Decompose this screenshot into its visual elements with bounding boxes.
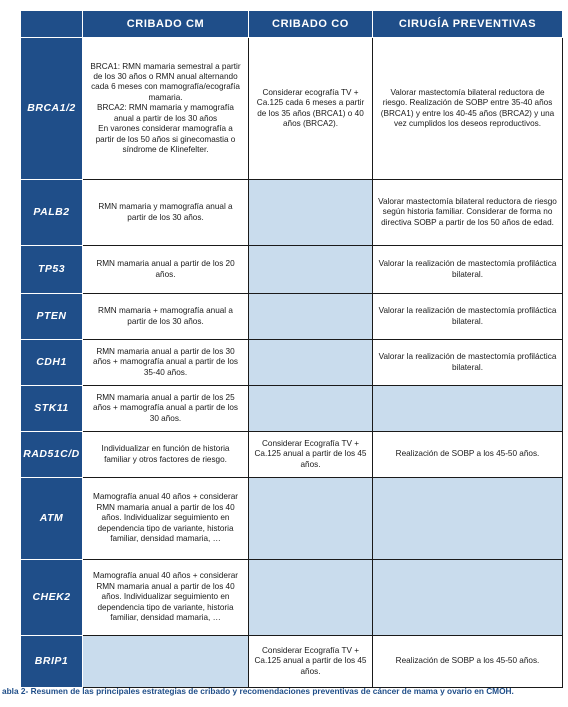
cribado-co-cell bbox=[249, 386, 373, 432]
gene-cell: CHEK2 bbox=[21, 560, 83, 636]
cirugia-cell: Valorar la realización de mastectomía profiláctica bilateral. bbox=[373, 340, 563, 386]
cribado-co-cell: Considerar Ecografía TV + Ca.125 anual a partir de los 45 años. bbox=[249, 432, 373, 478]
cribado-co-cell: Considerar Ecografía TV + Ca.125 anual a partir de los 45 años. bbox=[249, 636, 373, 688]
header-cribado-co: CRIBADO CO bbox=[249, 11, 373, 38]
cribado-co-cell bbox=[249, 340, 373, 386]
cribado-cm-cell: RMN mamaria anual a partir de los 25 años + mamografía anual a partir de los 30 años. bbox=[83, 386, 249, 432]
cirugia-cell: Valorar mastectomía bilateral reductora de riesgo. Realización de SOBP entre 35-40 años (BRCA1) y entre los 40-45 años (BRCA2) y una vez cumplidos los deseos reproductivos. bbox=[373, 38, 563, 180]
table-row bbox=[21, 294, 563, 340]
cirugia-cell: Valorar mastectomía bilateral reductora de riesgo según historia familiar. Considerar de forma no directiva SOBP a partir de los 50 años de edad. bbox=[373, 180, 563, 246]
header-corner bbox=[21, 11, 83, 38]
table-caption: abla 2- Resumen de las principales estrategias de cribado y recomendaciones preventivas de cáncer de mama y ovario en CMOH. bbox=[2, 686, 514, 696]
gene-cell: PTEN bbox=[21, 294, 83, 340]
cirugia-cell bbox=[373, 560, 563, 636]
screening-table-container bbox=[20, 10, 562, 688]
gene-cell: TP53 bbox=[21, 246, 83, 294]
cribado-cm-cell: Mamografía anual 40 años + considerar RMN mamaria anual a partir de los 40 años. Individualizar seguimiento en dependencia tipo de variante, historia familiar, densidad mamaria, … bbox=[83, 478, 249, 560]
header-row bbox=[21, 11, 563, 38]
table-row bbox=[21, 386, 563, 432]
cirugia-cell: Realización de SOBP a los 45-50 años. bbox=[373, 432, 563, 478]
header-cribado-cm: CRIBADO CM bbox=[83, 11, 249, 38]
cribado-co-cell bbox=[249, 560, 373, 636]
gene-cell: RAD51C/D bbox=[21, 432, 83, 478]
cribado-cm-cell: Individualizar en función de historia familiar y otros factores de riesgo. bbox=[83, 432, 249, 478]
table-row bbox=[21, 478, 563, 560]
cribado-cm-cell: RMN mamaria y mamografía anual a partir de los 30 años. bbox=[83, 180, 249, 246]
table-row bbox=[21, 38, 563, 180]
gene-cell: BRIP1 bbox=[21, 636, 83, 688]
cribado-co-cell bbox=[249, 478, 373, 560]
cribado-co-cell: Considerar ecografía TV + Ca.125 cada 6 meses a partir de los 35 años (BRCA1) o 40 años (BRCA2). bbox=[249, 38, 373, 180]
table-row bbox=[21, 180, 563, 246]
cribado-cm-cell: BRCA1: RMN mamaria semestral a partir de los 30 años o RMN anual alternando cada 6 meses con mamografía/ecografía mamaria. BRCA2: RMN mamaria y mamografía anual a partir de los 30 años En varones considerar mamografía a partir de los 50 años si ginecomastia o síndrome de Klinefelter. bbox=[83, 38, 249, 180]
cribado-co-cell bbox=[249, 180, 373, 246]
header-cirugia: CIRUGÍA PREVENTIVAS bbox=[373, 11, 563, 38]
cirugia-cell: Valorar la realización de mastectomía profiláctica bilateral. bbox=[373, 246, 563, 294]
cribado-co-cell bbox=[249, 294, 373, 340]
table-row bbox=[21, 432, 563, 478]
gene-cell: BRCA1/2 bbox=[21, 38, 83, 180]
cribado-cm-cell bbox=[83, 636, 249, 688]
gene-cell: CDH1 bbox=[21, 340, 83, 386]
cirugia-cell bbox=[373, 478, 563, 560]
table-row bbox=[21, 560, 563, 636]
table-row bbox=[21, 246, 563, 294]
cribado-co-cell bbox=[249, 246, 373, 294]
cribado-cm-cell: RMN mamaria + mamografía anual a partir de los 30 años. bbox=[83, 294, 249, 340]
cribado-cm-cell: Mamografía anual 40 años + considerar RMN mamaria anual a partir de los 40 años. Individualizar seguimiento en dependencia tipo de variante, historia familiar, densidad mamaria, … bbox=[83, 560, 249, 636]
gene-cell: ATM bbox=[21, 478, 83, 560]
cirugia-cell: Realización de SOBP a los 45-50 años. bbox=[373, 636, 563, 688]
table-row bbox=[21, 636, 563, 688]
table-row bbox=[21, 340, 563, 386]
screening-table bbox=[20, 10, 563, 688]
gene-cell: PALB2 bbox=[21, 180, 83, 246]
gene-cell: STK11 bbox=[21, 386, 83, 432]
cribado-cm-cell: RMN mamaria anual a partir de los 30 años + mamografía anual a partir de los 35-40 años. bbox=[83, 340, 249, 386]
cribado-cm-cell: RMN mamaria anual a partir de los 20 años. bbox=[83, 246, 249, 294]
cirugia-cell bbox=[373, 386, 563, 432]
cirugia-cell: Valorar la realización de mastectomía profiláctica bilateral. bbox=[373, 294, 563, 340]
